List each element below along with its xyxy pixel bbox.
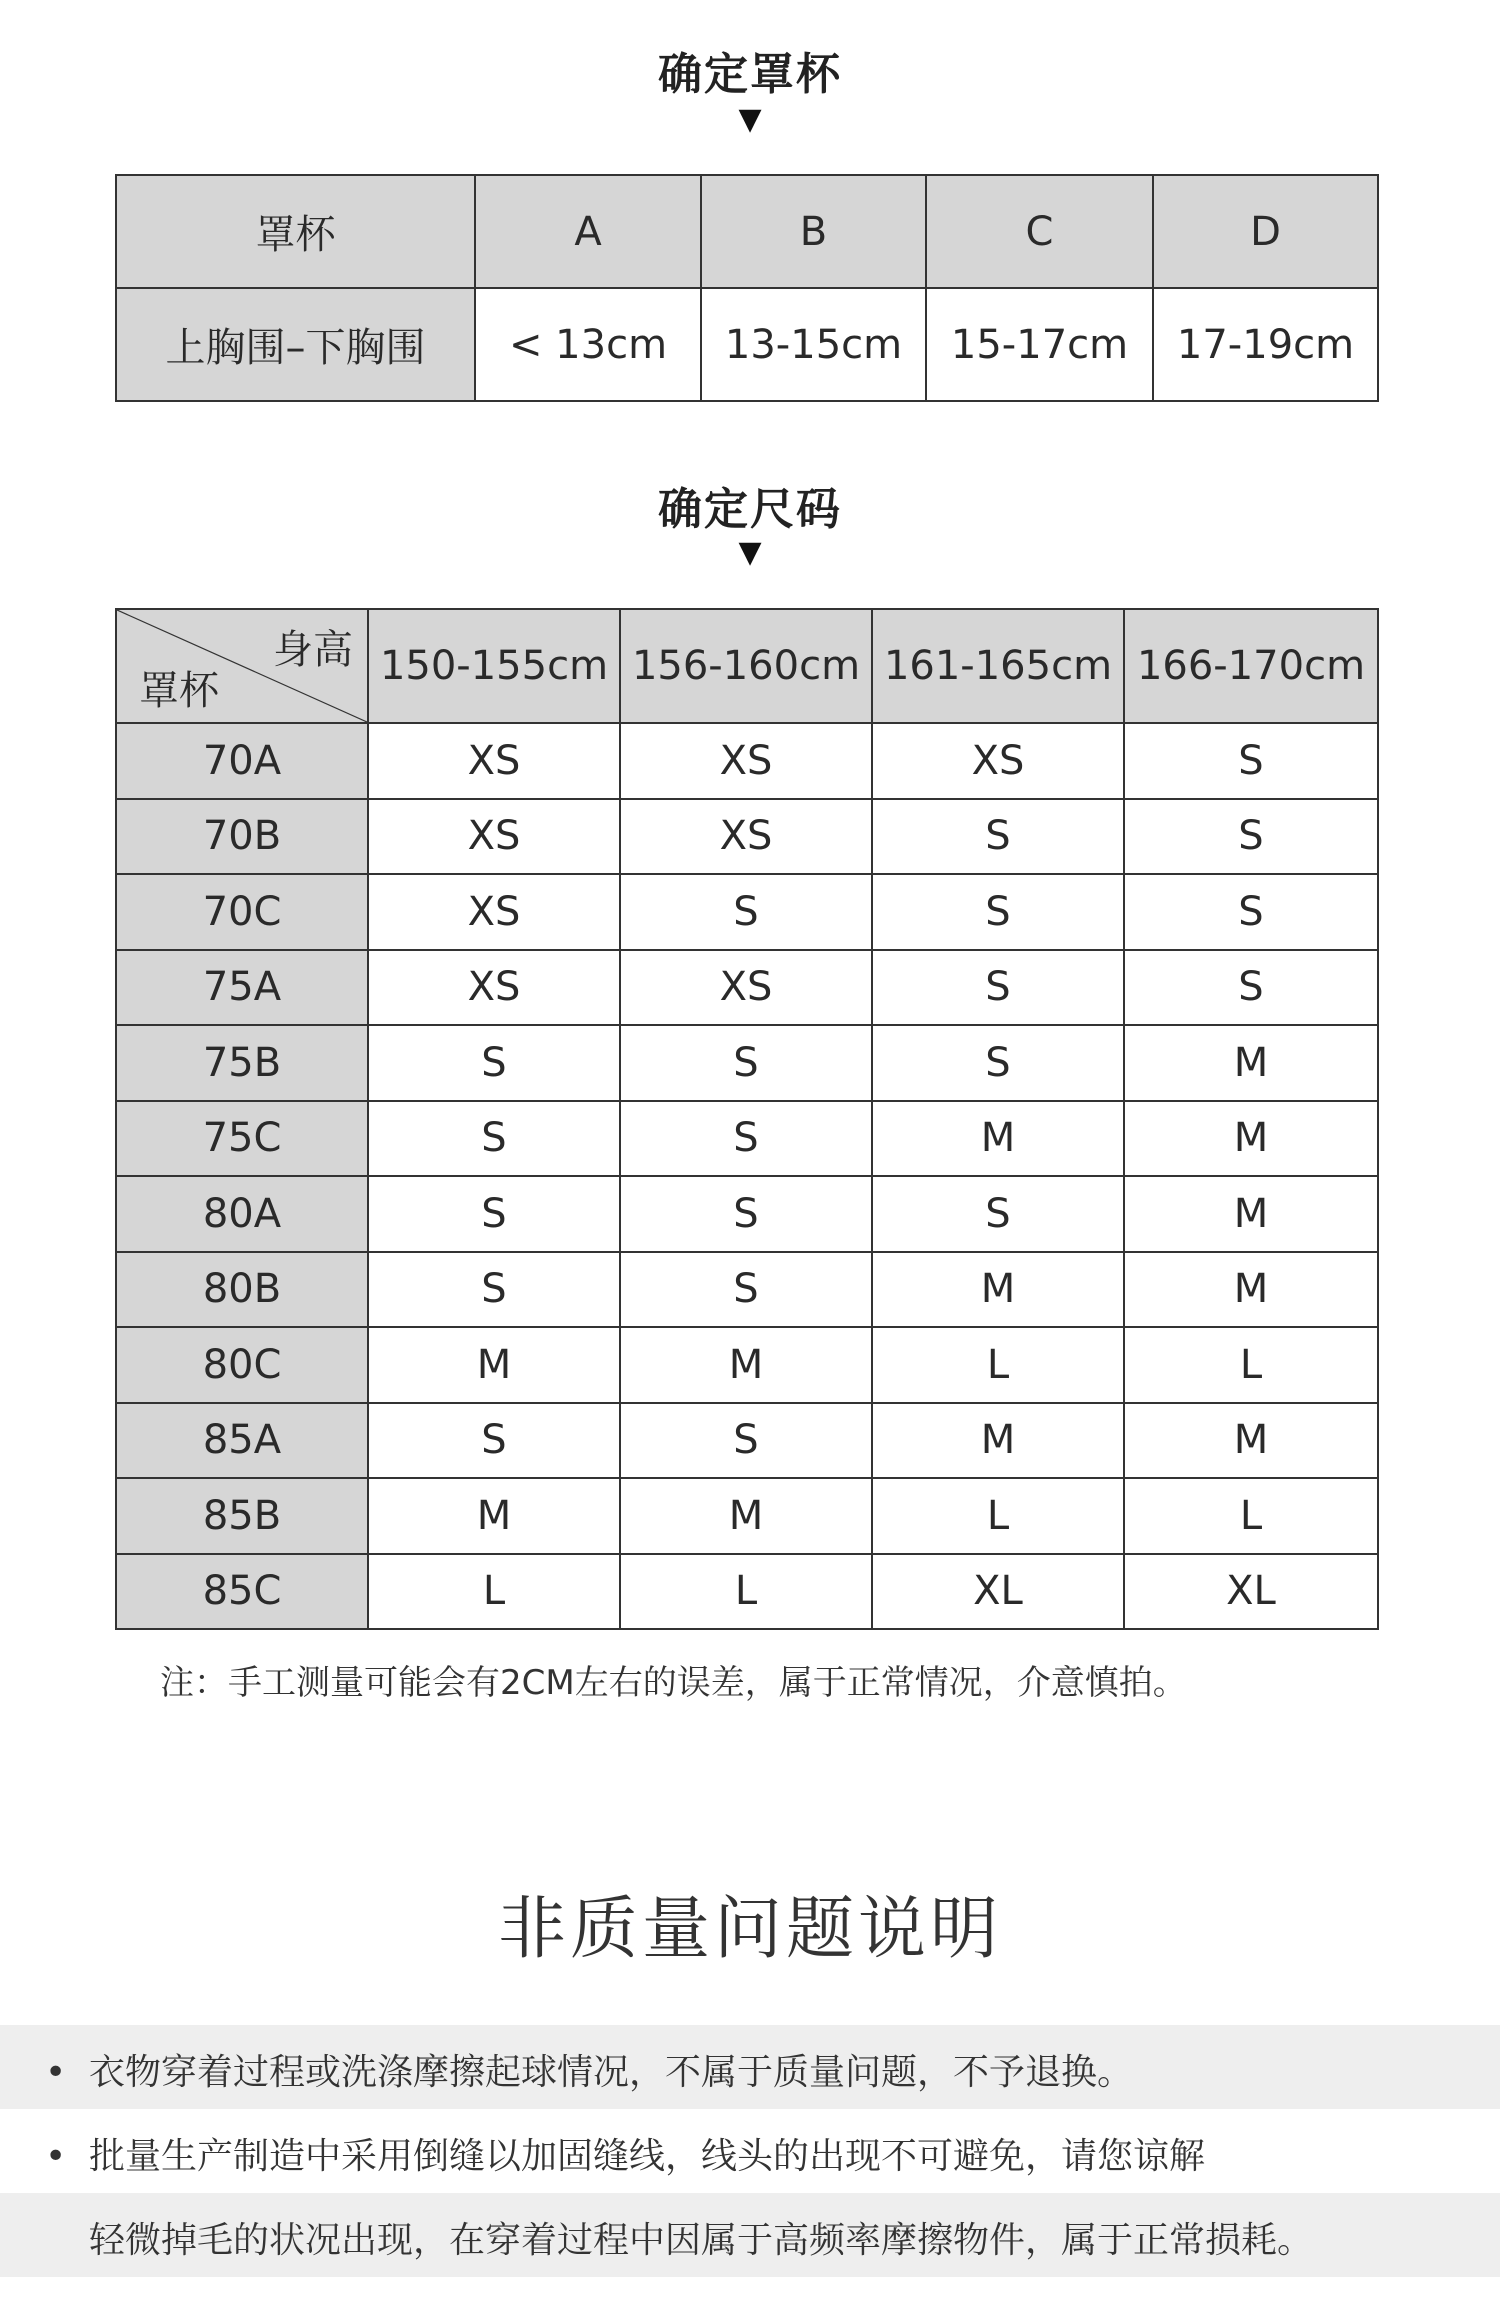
size-cell: S (872, 874, 1124, 950)
cup-size-label: 85C (116, 1554, 368, 1630)
size-cell: S (872, 1025, 1124, 1101)
cup-size-label: 80B (116, 1252, 368, 1328)
size-cell: M (368, 1478, 620, 1554)
size-cell: S (1124, 799, 1378, 875)
size-cell: M (1124, 1101, 1378, 1177)
size-cell: S (368, 1252, 620, 1328)
size-cell: XS (620, 950, 872, 1026)
size-cell: L (1124, 1478, 1378, 1554)
size-row (116, 1403, 1378, 1479)
size-cell: XS (620, 799, 872, 875)
size-cell: XS (368, 874, 620, 950)
size-row (116, 874, 1378, 950)
size-cell: M (620, 1327, 872, 1403)
size-cell: S (1124, 723, 1378, 799)
cup-header-cell: D (1153, 175, 1378, 288)
height-header-cell: 150-155cm (368, 609, 620, 723)
size-cell: L (872, 1478, 1124, 1554)
cup-header-label: 罩杯 (116, 175, 475, 288)
size-cell: S (1124, 874, 1378, 950)
cup-section-title: 确定罩杯 (658, 49, 842, 100)
size-cell: XS (620, 723, 872, 799)
size-cell: M (1124, 1403, 1378, 1479)
down-arrow-icon: ▼ (738, 535, 762, 570)
size-row (116, 723, 1378, 799)
size-cell: M (368, 1327, 620, 1403)
size-row (116, 1554, 1378, 1630)
cup-size-label: 70A (116, 723, 368, 799)
quality-item-continuation: 轻微掉毛的状况出现，在穿着过程中因属于高频率摩擦物件，属于正常损耗。 (89, 2220, 1314, 2261)
quality-item (45, 2044, 1133, 2095)
size-cell: S (620, 1101, 872, 1177)
corner-cup-label: 罩杯 (139, 668, 219, 714)
cup-header-cell: B (701, 175, 926, 288)
size-cell: L (620, 1554, 872, 1630)
size-cell: M (872, 1403, 1124, 1479)
size-row (116, 799, 1378, 875)
size-cell: M (620, 1478, 872, 1554)
quality-item (45, 2128, 1205, 2179)
size-header-row (116, 609, 1378, 723)
size-row (116, 1252, 1378, 1328)
cup-size-label: 75B (116, 1025, 368, 1101)
size-cell: XL (872, 1554, 1124, 1630)
size-cell: XS (368, 723, 620, 799)
size-cell: S (368, 1101, 620, 1177)
cup-table (115, 174, 1379, 402)
height-header-cell: 156-160cm (620, 609, 872, 723)
size-cell: M (1124, 1252, 1378, 1328)
bullet-icon: • (45, 2052, 67, 2093)
size-row (116, 1327, 1378, 1403)
bullet-icon: • (45, 2136, 67, 2177)
size-cell: M (1124, 1176, 1378, 1252)
cup-header-cell: A (475, 175, 701, 288)
cup-header-row (116, 175, 1378, 288)
cup-difference-cell: < 13cm (475, 288, 701, 401)
size-cell: L (872, 1327, 1124, 1403)
cup-size-label: 70B (116, 799, 368, 875)
size-cell: S (620, 874, 872, 950)
size-cell: XL (1124, 1554, 1378, 1630)
cup-size-label: 75C (116, 1101, 368, 1177)
cup-difference-row (116, 288, 1378, 401)
measurement-note: 注：手工测量可能会有2CM左右的误差，属于正常情况，介意慎拍。 (160, 1663, 1187, 1703)
cup-size-label: 75A (116, 950, 368, 1026)
quality-item-text: 批量生产制造中采用倒缝以加固缝线，线头的出现不可避免，请您谅解 (89, 2136, 1206, 2177)
cup-difference-cell: 13-15cm (701, 288, 926, 401)
size-cell: S (620, 1403, 872, 1479)
size-row (116, 1025, 1378, 1101)
size-cell: L (368, 1554, 620, 1630)
cup-difference-cell: 15-17cm (926, 288, 1153, 401)
size-cell: S (620, 1025, 872, 1101)
quality-item-text: 衣物穿着过程或洗涤摩擦起球情况，不属于质量问题，不予退换。 (89, 2052, 1134, 2093)
size-cell: XS (368, 799, 620, 875)
size-cell: M (1124, 1025, 1378, 1101)
cup-size-label: 80C (116, 1327, 368, 1403)
corner-height-label: 身高 (273, 627, 353, 673)
size-table (115, 608, 1379, 1630)
down-arrow-icon: ▼ (738, 102, 762, 137)
size-cell: L (1124, 1327, 1378, 1403)
height-header-cell: 161-165cm (872, 609, 1124, 723)
size-cell: XS (872, 723, 1124, 799)
corner-cell (116, 609, 368, 723)
cup-size-label: 85A (116, 1403, 368, 1479)
size-row (116, 1478, 1378, 1554)
quality-section-title: 非质量问题说明 (497, 1890, 1002, 1969)
cup-header-cell: C (926, 175, 1153, 288)
size-cell: S (1124, 950, 1378, 1026)
size-cell: S (872, 950, 1124, 1026)
size-row (116, 1101, 1378, 1177)
size-cell: S (368, 1025, 620, 1101)
size-cell: S (368, 1403, 620, 1479)
height-header-cell: 166-170cm (1124, 609, 1378, 723)
size-cell: M (872, 1252, 1124, 1328)
cup-size-label: 70C (116, 874, 368, 950)
size-cell: S (872, 799, 1124, 875)
size-cell: M (872, 1101, 1124, 1177)
size-cell: S (872, 1176, 1124, 1252)
size-cell: XS (368, 950, 620, 1026)
cup-row-label: 上胸围–下胸围 (116, 288, 475, 401)
size-section-title: 确定尺码 (658, 484, 842, 535)
cup-size-label: 80A (116, 1176, 368, 1252)
size-cell: S (368, 1176, 620, 1252)
size-row (116, 950, 1378, 1026)
size-row (116, 1176, 1378, 1252)
cup-size-label: 85B (116, 1478, 368, 1554)
size-cell: S (620, 1252, 872, 1328)
size-cell: S (620, 1176, 872, 1252)
cup-difference-cell: 17-19cm (1153, 288, 1378, 401)
